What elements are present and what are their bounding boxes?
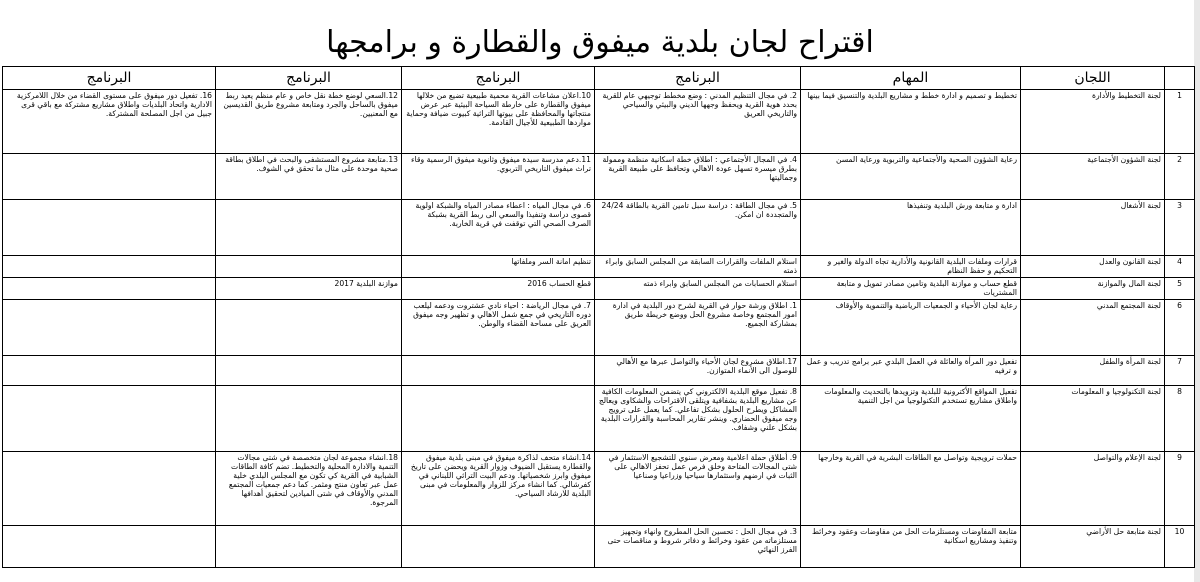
table-row — [3, 278, 1195, 300]
tasks-cell[interactable]: تفعيل المواقع الأكترونية للبلدية وتزويدها بالتحديث والمعلومات واطلاق مشاريع تستخدم التكنولوجيا من اجل التنمية — [801, 386, 1021, 452]
program-cell-1[interactable]: 5. في مجال الطاقة : دراسة سبل تامين القرية بالطاقة 24/24 والمتجددة ان امكن. — [595, 200, 801, 256]
tasks-cell[interactable]: ادارة و متابعة ورش البلدية وتنفيذها — [801, 200, 1021, 256]
program-cell-2[interactable]: تنظيم امانة السر وملفاتها — [402, 256, 595, 278]
program-cell-2[interactable]: 11.دعم مدرسة سيدة ميفوق وثانوية ميفوق الرسمية وقاء تراث ميفوق التاريخي التربوي. — [402, 154, 595, 200]
program-cell-2[interactable] — [402, 356, 595, 386]
table-row — [3, 452, 1195, 526]
table-row — [3, 154, 1195, 200]
program-cell-1[interactable]: 2. في مجال التنظيم المدني : وضع مخطط توجيهي عام للقرية بحدد هوية القرية ويحفظ وجهها الديني والبيئي والسياحي والتاريخي العريق — [595, 90, 801, 154]
program-cell-2[interactable]: 6. في مجال المياه : اعطاء مصادر المياه والشبكة اولوية قصوى دراسة وتنفيذا والسعي الى ربط القرية بشبكة الصرف الصحي التي توقفت في قرية الخاربة. — [402, 200, 595, 256]
tasks-cell[interactable]: حملات ترويجية وتواصل مع الطاقات البشرية في القرية وخارجها — [801, 452, 1021, 526]
tasks-cell[interactable]: رعاية لجان الأحياء و الجمعيات الرياضية والتنموية والأوقاف — [801, 300, 1021, 356]
row-number[interactable]: 2 — [1165, 154, 1195, 200]
page-title: اقتراح لجان بلدية ميفوق والقطارة و برامجها — [326, 25, 874, 60]
tasks-cell[interactable]: متابعة المفاوضات ومستلزمات الحل من مفاوضات وعقود وخرائط وتنفيذ ومشاريع اسكانية — [801, 526, 1021, 568]
row-number[interactable]: 5 — [1165, 278, 1195, 300]
tasks-cell[interactable]: رعاية الشؤون الصحية والأجتماعية والتربوية ورعاية المسن — [801, 154, 1021, 200]
program-cell-1[interactable]: 8. تفعيل موقع البلدية الالكتروني كي يتضمن المعلومات الكافية عن مشاريع البلدية بشفافية ويتلقى الاقتراحات والشكاوى ويعالج المشاكل ويطرح الحلول بشكل تفاعلي. كما يعمل على ترويج وجه ميفوق الحضاري. وينشر تقارير المحاسبة والقرارات البلدية بشكل علني وشفاف. — [595, 386, 801, 452]
committee-name[interactable]: لجنة القانون والعدل — [1021, 256, 1165, 278]
program-cell-3[interactable] — [216, 526, 402, 568]
program-cell-2[interactable]: قطع الحساب 2016 — [402, 278, 595, 300]
header-program-1: البرنامج — [595, 67, 801, 90]
program-cell-3[interactable] — [216, 386, 402, 452]
program-cell-4[interactable] — [3, 452, 216, 526]
program-cell-3[interactable] — [216, 200, 402, 256]
committee-name[interactable]: لجنة التخطيط والأدارة — [1021, 90, 1165, 154]
program-cell-2[interactable]: 7. في مجال الرياضة : احياء نادي عشتروت ودعمه ليلعب دوره التاريخي في جمع شمل الاهالي و تظهير وجه ميفوق العريق على مساحة القضاء والوطن. — [402, 300, 595, 356]
program-cell-1[interactable]: 9. أطلاق حملة اعلامية ومعرض سنوي للتشجيع الاستثمار في شتى المجالات المتاحة وخلق فرص عمل تحفز الاهالي على الثبات في ارضهم واستثمارها سياحيا وزراعيا وصناعيا — [595, 452, 801, 526]
program-cell-3[interactable] — [216, 300, 402, 356]
table-row — [3, 90, 1195, 154]
program-cell-4[interactable] — [3, 278, 216, 300]
row-number[interactable]: 6 — [1165, 300, 1195, 356]
committee-name[interactable]: لجنة الأشغال — [1021, 200, 1165, 256]
row-number[interactable]: 1 — [1165, 90, 1195, 154]
tasks-cell[interactable]: قرارات وملفات البلدية القانونية والأدارية تجاه الدولة والغير و التحكيم و حفظ النظام — [801, 256, 1021, 278]
program-cell-3[interactable] — [216, 356, 402, 386]
program-cell-1[interactable]: 17.اطلاق مشروع لجان الأحياء والتواصل عبرها مع الأهالي للوصول الى الأنماء المتوازن. — [595, 356, 801, 386]
program-cell-3[interactable]: 12.السعي لوضع خطة نقل خاص و عام منظم يعيد ربط ميفوق بالساحل والجرد ومتابعة مشروع طريق القديسين مع المعنيين. — [216, 90, 402, 154]
committee-name[interactable]: لجنة متابعة حل الأراضي — [1021, 526, 1165, 568]
program-cell-4[interactable]: 16. تفعيل دور ميفوق على مستوى القضاء من خلال اللامركزية الادارية واتحاد البلديات واطلاق مشاريع مشتركة مع باقي قرى جبيل من اجل المصلحة المشتركة. — [3, 90, 216, 154]
program-cell-3[interactable]: موازنة البلدية 2017 — [216, 278, 402, 300]
row-number[interactable]: 3 — [1165, 200, 1195, 256]
program-cell-4[interactable] — [3, 200, 216, 256]
header-row — [3, 67, 1195, 90]
committee-name[interactable]: لجنة التكنولوجيا و المعلومات — [1021, 386, 1165, 452]
program-cell-4[interactable] — [3, 300, 216, 356]
table-row — [3, 300, 1195, 356]
tasks-cell[interactable]: تخطيط و تصميم و ادارة خطط و مشاريع البلدية والتنسيق فيما بينها — [801, 90, 1021, 154]
committees-table — [2, 66, 1195, 568]
row-number[interactable]: 10 — [1165, 526, 1195, 568]
table-row — [3, 386, 1195, 452]
program-cell-4[interactable] — [3, 386, 216, 452]
program-cell-1[interactable]: 4. في المجال الأجتماعي : اطلاق خطة اسكانية منظمة وممولة بطرق ميسرة تسهل عودة الاهالي وتحافظ على طبيعة القرية وجماليتها — [595, 154, 801, 200]
program-cell-1[interactable]: استلام الحسابات من المجلس السابق وابراء ذمته — [595, 278, 801, 300]
program-cell-3[interactable]: 18.انشاء مجموعة لجان متخصصة في شتى مجالات التنمية والادارة المحلية والتخطيط. تضم كافة الطاقات الشبابية في القرية كي تكون مع المجلس البلدي خلية عمل عبر تعاون منتج ومثمر. كما دعم جمعيات المجتمع المدني والأوقاف في شتى الميادين لتحقيق أهدافها المرجوة. — [216, 452, 402, 526]
row-number[interactable]: 8 — [1165, 386, 1195, 452]
program-cell-4[interactable] — [3, 256, 216, 278]
row-number[interactable]: 9 — [1165, 452, 1195, 526]
program-cell-2[interactable]: 10.اعلان مشاعات القرية محمية طبيعية تضيع من خلالها ميفوق والقطارة على خارطة السياحة البيئية عبر عرض منتجاتها والمحافظة على بيوتها التراثية كبيوت ضيافة وحماية مواردها الطبيعية للأجيال القادمة. — [402, 90, 595, 154]
program-cell-1[interactable]: 3. في مجال الحل : تحسين الحل المطروح وانهاء وتجهيز مستلزماته من عقود وخرائط و دفاتر شروط و مناقصات حتى الفرز النهائي — [595, 526, 801, 568]
table-row — [3, 256, 1195, 278]
table-row — [3, 526, 1195, 568]
tasks-cell[interactable]: قطع حساب و موازنة البلدية وتامين مصادر تمويل و متابعة المشتريات — [801, 278, 1021, 300]
program-cell-3[interactable] — [216, 256, 402, 278]
header-number — [1165, 67, 1195, 90]
program-cell-1[interactable]: استلام الملفات والقرارات السابقة من المجلس السابق وابراء ذمته — [595, 256, 801, 278]
program-cell-2[interactable] — [402, 526, 595, 568]
committee-name[interactable]: لجنة الإعلام والتواصل — [1021, 452, 1165, 526]
committee-name[interactable]: لجنة الشؤون الأجتماعية — [1021, 154, 1165, 200]
program-cell-2[interactable]: 14.انشاء متحف لذاكرة ميفوق في مبنى بلدية ميفوق والقطارة يستقبل الضيوف وزوار القرية ويحضن على تاريخ ميفوق وابرز شخصياتها. ودعم البيت التراثي اللبناني في كفرشالي. كما انشاء مركز للزوار والمعلومات في مبنى البلدية للارشاد السياحي. — [402, 452, 595, 526]
table-row — [3, 200, 1195, 256]
header-committees: اللجان — [1021, 67, 1165, 90]
program-cell-4[interactable] — [3, 526, 216, 568]
table-row — [3, 356, 1195, 386]
header-program-2: البرنامج — [402, 67, 595, 90]
row-number[interactable]: 4 — [1165, 256, 1195, 278]
committee-name[interactable]: لجنة المال والموازنة — [1021, 278, 1165, 300]
program-cell-4[interactable] — [3, 356, 216, 386]
header-program-4: البرنامج — [3, 67, 216, 90]
header-program-3: البرنامج — [216, 67, 402, 90]
committee-name[interactable]: لجنة المجتمع المدني — [1021, 300, 1165, 356]
committee-name[interactable]: لجنة المرأة والطفل — [1021, 356, 1165, 386]
program-cell-4[interactable] — [3, 154, 216, 200]
row-number[interactable]: 7 — [1165, 356, 1195, 386]
program-cell-1[interactable]: 1. اطلاق ورشة حوار في القرية لشرح دور البلدية في ادارة امور المجتمع وخاصة مشروع الحل ووضع خريطة طريق بمشاركة الجميع. — [595, 300, 801, 356]
header-tasks: المهام — [801, 67, 1021, 90]
program-cell-3[interactable]: 13.متابعة مشروع المستشفى والبحث في اطلاق بطاقة صحية موحدة على مثال ما تحقق في الشوف. — [216, 154, 402, 200]
program-cell-2[interactable] — [402, 386, 595, 452]
tasks-cell[interactable]: تفعيل دور المرأة والعائلة في العمل البلدي عبر برامج تدريب و عمل و ترفيه — [801, 356, 1021, 386]
